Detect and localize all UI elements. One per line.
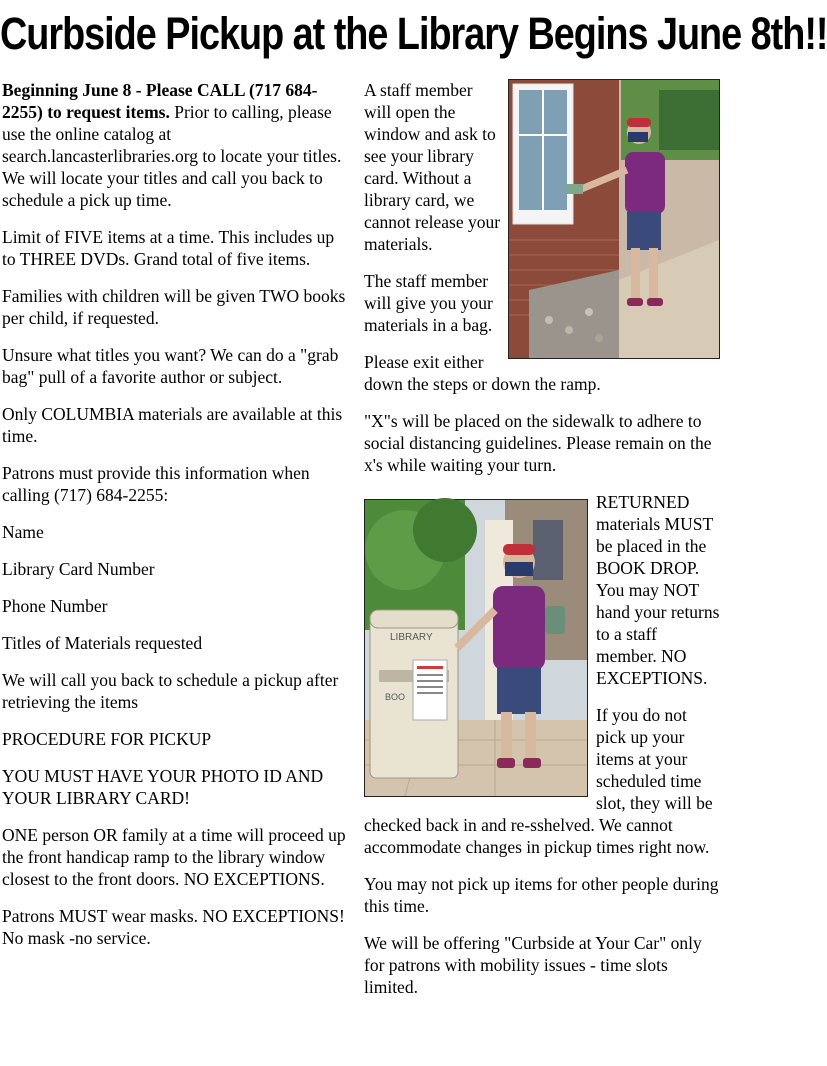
staff-window-illustration [509, 80, 719, 358]
page-title: Curbside Pickup at the Library Begins June 8th!! [0, 8, 827, 59]
left-column [2, 79, 348, 964]
curbside-car-paragraph: We will be offering "Curbside at Your Car" only for patrons with mobility issues - time slots limited. [364, 933, 702, 997]
one-person-paragraph: ONE person OR family at a time will proceed up the front handicap ramp to the library window closest to the front doors. NO EXCEPTIONS. [2, 825, 346, 889]
right-column [364, 79, 720, 1013]
photo-id-paragraph: YOU MUST HAVE YOUR PHOTO ID AND YOUR LIBRARY CARD! [2, 766, 324, 808]
staff-window-paragraph: A staff member will open the window and ask to see your library card. Without a library card, we cannot release your materials. [364, 80, 501, 254]
info-item-titles: Titles of Materials requested [2, 633, 203, 653]
info-item-card-number: Library Card Number [2, 559, 155, 579]
drop-slot-label: BOO [385, 692, 406, 702]
book-drop-illustration [365, 500, 587, 796]
not-pickup-paragraph: If you do not pick up your items at your scheduled time slot, they will be checked back in and re-sshelved. We cannot accommodate changes in pickup times right now. [364, 705, 713, 857]
intro-bold-text: Beginning June 8 - Please CALL (717 684-2255) to request items. [2, 80, 318, 122]
limit-paragraph: Limit of FIVE items at a time. This includes up to THREE DVDs. Grand total of five items. [2, 227, 335, 269]
intro-paragraph [2, 79, 348, 211]
x-markers-paragraph: "X"s will be placed on the sidewalk to adhere to social distancing guidelines. Please remain on the x's while waiting your turn. [364, 411, 712, 475]
others-paragraph: You may not pick up items for other people during this time. [364, 874, 719, 916]
intro-text: Prior to calling, please use the online catalog at search.lancasterlibraries.org to locate your titles. We will locate your titles and call you back to schedule a pick up time. [2, 102, 342, 210]
families-paragraph: Families with children will be given TWO books per child, if requested. [2, 286, 346, 328]
columbia-paragraph: Only COLUMBIA materials are available at this time. [2, 404, 343, 446]
returned-paragraph: RETURNED materials MUST be placed in the BOOK DROP. You may NOT hand your returns to a staff member. NO EXCEPTIONS. [596, 492, 720, 688]
provide-info-paragraph: Patrons must provide this information when calling (717) 684-2255: [2, 463, 310, 505]
staff-bag-paragraph: The staff member will give you your materials in a bag. [364, 271, 493, 335]
info-item-phone: Phone Number [2, 596, 108, 616]
unsure-paragraph: Unsure what titles you want? We can do a "grab bag" pull of a favorite author or subject. [2, 345, 339, 387]
procedure-heading: PROCEDURE FOR PICKUP [2, 729, 212, 749]
exit-paragraph: Please exit either down the steps or down the ramp. [364, 352, 601, 394]
book-drop-label: LIBRARY [390, 632, 433, 643]
info-item-name: Name [2, 522, 44, 542]
masks-paragraph: Patrons MUST wear masks. NO EXCEPTIONS! No mask -no service. [2, 906, 345, 948]
book-drop-photo [364, 499, 588, 797]
callback-paragraph: We will call you back to schedule a pickup after retrieving the items [2, 670, 339, 712]
staff-window-photo [508, 79, 720, 359]
